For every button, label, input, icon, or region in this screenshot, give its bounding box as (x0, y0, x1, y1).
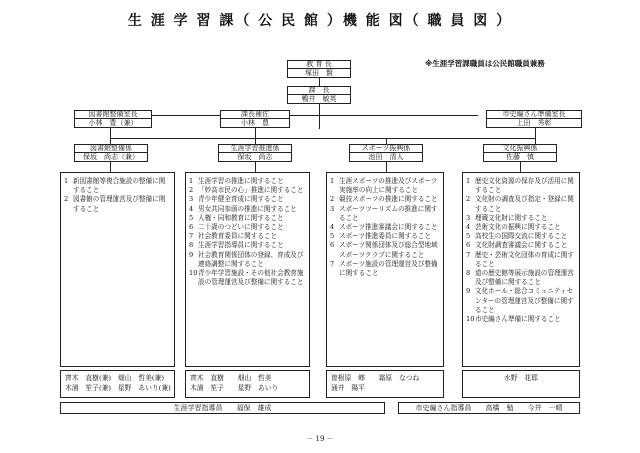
library-director-box (74, 110, 152, 128)
duty-text: 青少年学習施設・その他社会教育施設の管理運営及び整備に関すること (198, 269, 304, 287)
connector (386, 162, 387, 172)
duty-text: スポーツ推進審議会に関すること (339, 223, 438, 232)
duty-item (330, 195, 440, 204)
duty-number: 3 (189, 195, 194, 204)
deputy-role: 課長補佐 (221, 111, 289, 119)
duty-item (189, 269, 306, 287)
history-director-name: 上田 秀彰 (516, 118, 552, 127)
section-role: 図書館整備係 (75, 145, 147, 153)
duty-item (189, 223, 306, 232)
connector (110, 162, 111, 172)
duty-text: スポーツツーリズムの推進に関すること (339, 204, 438, 222)
connector (520, 162, 521, 172)
section-role: 生涯学習推進係 (219, 145, 291, 153)
duty-number: 5 (330, 232, 335, 241)
connector (138, 115, 478, 116)
duty-number: 6 (466, 241, 471, 250)
duty-number: 3 (466, 213, 471, 222)
section-role: スポーツ振興係 (350, 145, 422, 153)
staff-sports (326, 370, 444, 398)
library-director-name: 小林 豊（兼） (88, 118, 138, 127)
duty-text: 市史編さん準備に関すること (475, 315, 561, 324)
duty-text: 芸術文化の振興に関すること (475, 223, 561, 232)
section-leader: 佐藤 慎 (506, 152, 534, 161)
duty-list-library (60, 172, 175, 367)
section-leader: 保坂 尚志（兼） (83, 152, 139, 161)
duty-item (64, 195, 171, 213)
duty-text: 社会教育関係団体の登録、育成及び連絡調整に関すること (198, 250, 304, 268)
duty-item (330, 241, 440, 259)
duty-number: 4 (466, 223, 471, 232)
page-title: 生 涯 学 習 課（ 公 民 館 ）機 能 図（ 職 員 図 ） (127, 13, 513, 29)
duty-text: 社会教育委員に関すること (198, 232, 278, 241)
duty-text: 歴史文化資源の保存及び活用に関すること (475, 177, 574, 195)
section-leader: 池田 清人 (368, 152, 404, 161)
duty-item (466, 223, 576, 232)
deputy-box (220, 110, 290, 128)
instructors-left: 生涯学習指導員 福保 雄成 (60, 402, 385, 414)
section-head-library (74, 144, 148, 162)
duty-number: 10 (189, 269, 198, 278)
duty-item (189, 214, 306, 223)
duty-text: 文化ホール・総合コミュニティセンターの管理運営及び整備に関すること (475, 287, 574, 314)
duty-number: 8 (189, 241, 194, 250)
duty-item (466, 251, 576, 269)
duty-number: 4 (189, 204, 194, 213)
connector (535, 128, 536, 144)
deputy-name: 小林 豊 (241, 118, 269, 127)
duty-text: スポーツ関係団体及び総合型地域スポーツクラブに関すること (339, 241, 438, 259)
page-number: － 19 － (306, 435, 334, 443)
duty-number: 5 (189, 213, 194, 222)
duty-item (466, 214, 576, 223)
duty-number: 2 (64, 195, 69, 204)
duty-number: 1 (466, 177, 471, 185)
duty-item (330, 205, 440, 223)
duty-text: 二十歳のつどいに関すること (198, 223, 284, 232)
staff-culture (462, 370, 580, 398)
duty-list-lifelong (185, 172, 310, 367)
section-head-sports (349, 144, 423, 162)
duty-item (466, 269, 576, 287)
duty-item (330, 223, 440, 232)
duty-text: 文化財調査審議会に関すること (475, 241, 568, 250)
section-head-culture (483, 144, 557, 162)
duty-text: 埋蔵文化財に関すること (475, 213, 548, 222)
library-director-role: 図書館整備室長 (75, 111, 151, 119)
staff-line: 木浦 笙子 星野 あいり (190, 384, 279, 392)
duty-text: 人権・同和教育に関すること (198, 213, 284, 222)
duty-text: 「妙高市民の心」推進に関すること (198, 186, 304, 195)
staff-line: 齊木 直樹(兼) 畑山 哲美(兼) (65, 374, 164, 382)
history-director-box (486, 110, 582, 128)
staff-library (60, 370, 175, 398)
staff-lifelong (185, 370, 310, 398)
duty-item (189, 177, 306, 186)
duty-text: 新図書館等複合施設の整備に関すること (73, 177, 166, 195)
duty-item (189, 195, 306, 204)
director-name: 鴨井 敏英 (301, 94, 337, 103)
duty-number: 6 (330, 241, 335, 250)
duty-item (466, 177, 576, 195)
instructors-right: 市史編さん指導員 高橋 勉 今井 一晴 (398, 402, 580, 414)
duty-number: 3 (330, 204, 335, 213)
director-role: 課 長 (288, 87, 350, 95)
duty-number: 1 (189, 177, 194, 185)
duty-number: 9 (189, 250, 194, 259)
duty-item (330, 177, 440, 195)
staff-line: 曽根原 鄉 霜原 なつね (331, 374, 420, 382)
duty-number: 7 (330, 259, 335, 268)
duty-number: 2 (330, 195, 335, 204)
duty-list-culture (462, 172, 580, 367)
duty-item (466, 315, 576, 324)
connector (110, 138, 535, 139)
duty-text: スポーツ推進委員に関すること (339, 232, 432, 241)
duty-item (189, 251, 306, 269)
duty-number: 1 (64, 177, 69, 185)
section-leader: 保坂 尚志 (237, 152, 273, 161)
duty-item (64, 177, 171, 195)
connector (319, 103, 320, 129)
staff-line: 涌井 陽平 (331, 384, 365, 392)
connector (255, 128, 256, 138)
staff-line: 木浦 笙子(兼) 星野 あいり(兼) (65, 384, 171, 392)
duty-text: 歴史・芸術文化団体の育成に関すること (475, 250, 574, 268)
duty-item (466, 287, 576, 315)
duty-number: 7 (466, 250, 471, 259)
duty-number: 1 (330, 177, 335, 185)
duty-number: 9 (466, 287, 471, 296)
history-director-role: 市史編さん準備室長 (487, 111, 581, 119)
superintendent-box (287, 60, 351, 78)
superintendent-name: 塚田 賢 (305, 68, 333, 77)
duty-item (189, 241, 306, 250)
duty-text: 青少年健全育成に関すること (198, 195, 284, 204)
section-role: 文化振興係 (484, 145, 556, 153)
duty-text: 男女共同参画の推進に関すること (198, 204, 297, 213)
staff-line: 水野 花耶 (504, 374, 538, 382)
duty-item (466, 241, 576, 250)
section-head-lifelong (218, 144, 292, 162)
duty-text: 生涯学習の推進に関すること (198, 177, 284, 185)
duty-list-sports (326, 172, 444, 367)
duty-number: 7 (189, 232, 194, 241)
duty-text: 高校生の国際交流に関すること (475, 232, 568, 241)
duty-text: 生涯学習指導員に関すること (198, 241, 284, 250)
director-box (287, 86, 351, 104)
duty-number: 5 (466, 232, 471, 241)
duty-number: 4 (330, 223, 335, 232)
staff-line: 齊木 直樹 畑山 哲美 (190, 374, 272, 382)
duty-text: 文化財の調査及び指定・登録に関すること (475, 195, 574, 213)
superintendent-role: 教 育 長 (288, 61, 350, 69)
duty-text: スポーツ施設の管理運営及び整備に関すること (339, 259, 438, 278)
duty-text: 道の歴史館等展示施設の管理運営及び整備に関すること (475, 269, 574, 287)
connector (255, 162, 256, 172)
note-text: ※生涯学習課職員は公民館職員兼務 (425, 59, 545, 68)
duty-number: 2 (466, 195, 471, 204)
duty-number: 8 (466, 269, 471, 278)
duty-item (466, 195, 576, 213)
connector (110, 128, 111, 138)
duty-number: 2 (189, 186, 194, 195)
duty-item (189, 205, 306, 214)
duty-text: 生涯スポーツの推進及びスポーツ実施率の向上に関すること (339, 177, 438, 195)
duty-text: 図書館の管理運営及び整備に関すること (73, 195, 166, 213)
duty-number: 6 (189, 223, 194, 232)
duty-text: 競技スポーツの推進に関すること (339, 195, 438, 204)
duty-item (330, 260, 440, 278)
duty-number: 10 (466, 315, 475, 324)
